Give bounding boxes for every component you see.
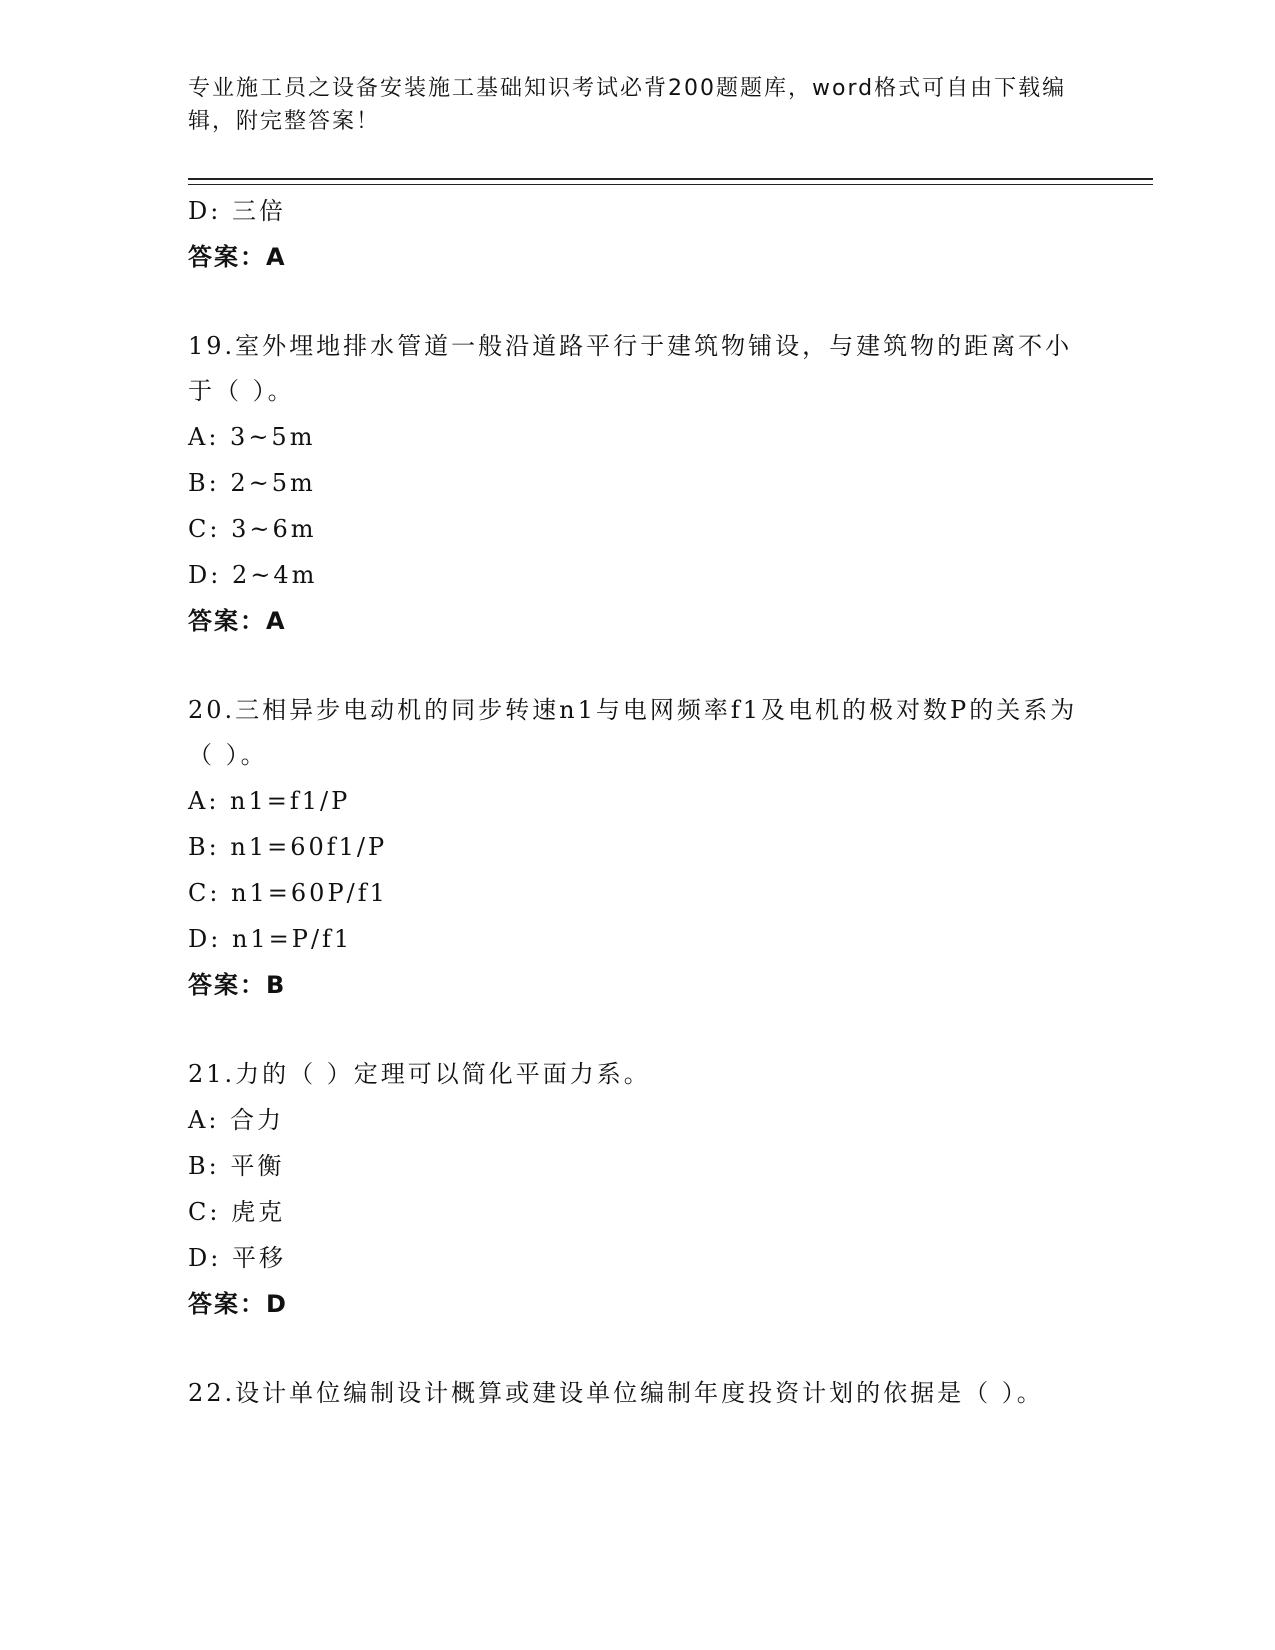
option-d: D: 平移 [188,1244,286,1272]
document-body [188,188,1088,1416]
question-20 [188,688,1088,1008]
question-text: 22.设计单位编制设计概算或建设单位编制年度投资计划的依据是（ ）。 [188,1379,1044,1407]
answer-line: 答案：A [188,607,287,635]
header-divider-thick [188,178,1153,180]
option-c: C: 3~6m [188,515,317,543]
answer-line: 答案：A [188,243,287,271]
spacer [188,644,1088,688]
spacer [188,280,1088,324]
question-19 [188,324,1088,644]
option-a: A: 合力 [188,1106,285,1134]
document-header: 专业施工员之设备安装施工基础知识考试必背200题题库，word格式可自由下载编辑，附完整答案！ [188,76,1067,134]
option-c: C: 虎克 [188,1198,286,1226]
question-22 [188,1371,1088,1416]
previous-question-tail [188,188,1088,280]
option-d: D: 三倍 [188,197,286,225]
header-divider-thin [188,184,1153,185]
option-d: D: n1=P/f1 [188,925,353,953]
option-d: D: 2~4m [188,561,318,589]
answer-line: 答案：B [188,971,287,999]
option-b: B: 平衡 [188,1152,285,1180]
answer-line: 答案：D [188,1290,288,1318]
spacer [188,1008,1088,1052]
option-b: B: n1=60f1/P [188,833,388,861]
question-21 [188,1052,1088,1327]
option-a: A: 3~5m [188,423,316,451]
spacer [188,1327,1088,1371]
question-text: 21.力的（ ）定理可以简化平面力系。 [188,1060,651,1088]
option-c: C: n1=60P/f1 [188,879,388,907]
question-text: 19.室外埋地排水管道一般沿道路平行于建筑物铺设，与建筑物的距离不小于（ ）。 [188,332,1073,405]
question-text: 20.三相异步电动机的同步转速n1与电网频率f1及电机的极对数P的关系为（ ）。 [188,696,1078,769]
option-b: B: 2~5m [188,469,316,497]
option-a: A: n1=f1/P [188,787,351,815]
